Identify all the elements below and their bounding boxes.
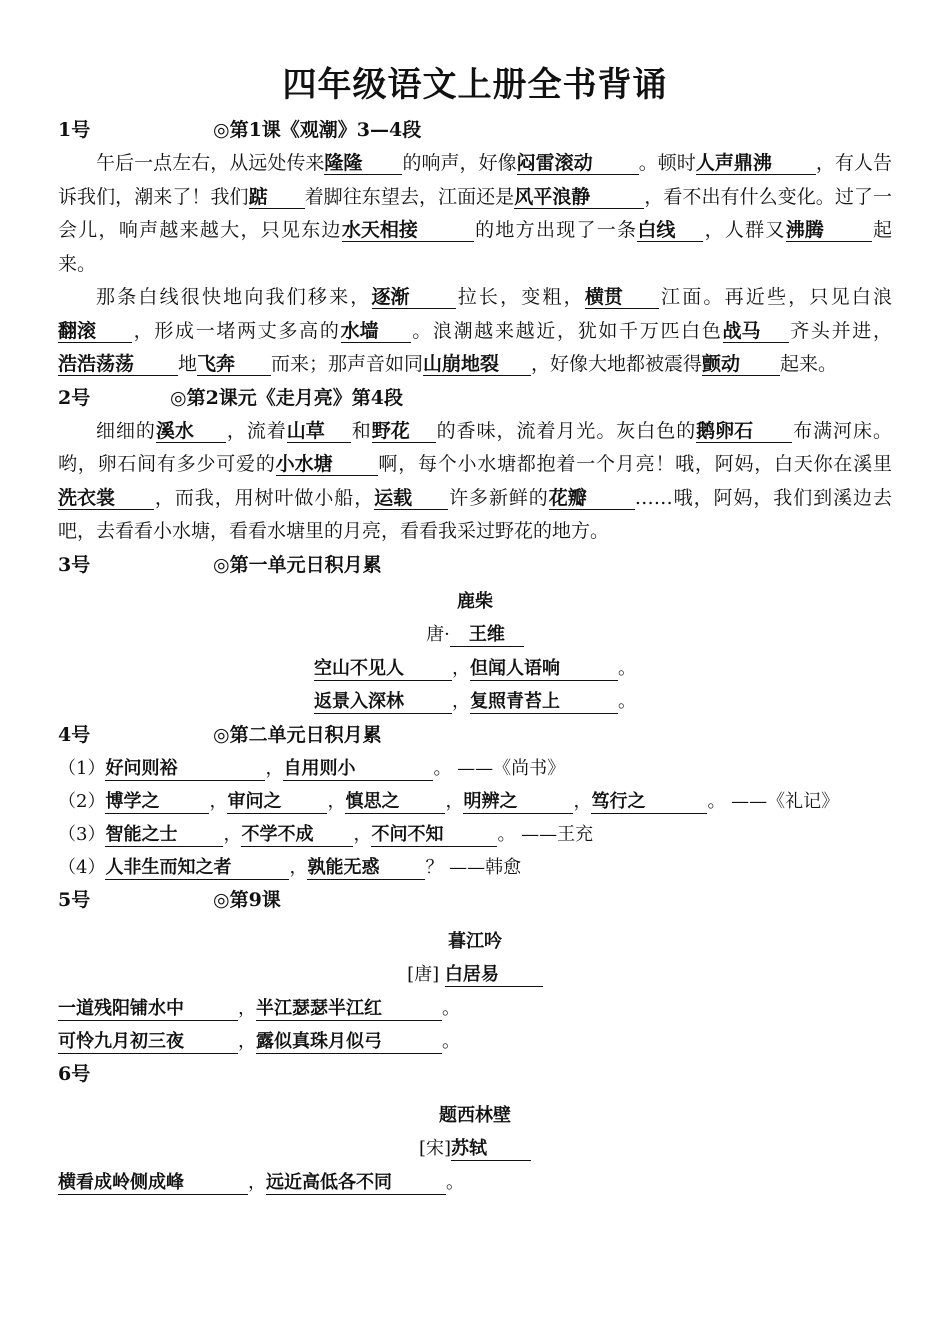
blank-answer: 水墙 [341,320,411,343]
section-2-paragraph: 细细的溪水 ，流着山草 和野花 的香味，流着月光。灰白色的鹅卵石 布满河床。哟，卵石间有多少可爱的小水塘 啊，每个小水塘都抱着一个月亮！哦，阿妈，白天你在溪里洗衣裳 ，而我，用树叶做小船，运载 许多新鲜的花瓣 ……哦，阿妈，我们到溪边去吧，去看看小水塘，看看水塘里的月亮，看看我采过野花的地方。 [58,419,892,542]
poem-line: 可怜九月初三夜 ，露似真珠月似弓 。 [58,1030,460,1052]
blank-answer: 飞奔 [197,353,271,376]
poem-author-line: [唐] 白居易 [58,958,892,992]
section-6-heading [58,1058,892,1091]
poem-title: 题西林壁 [439,1104,511,1126]
blank-answer: 水天相接 [342,219,474,242]
quote-item-1: （1）好问则裕 ，自用则小 。 ——《尚书》 [58,757,566,779]
poem-author-line: [宋]苏轼 [58,1132,892,1166]
blank-answer: 风平浪静 [514,186,644,209]
section-1-heading [58,114,892,147]
blank-answer: 山草 [287,420,351,443]
blank-answer: 战马 [723,320,789,343]
blank-answer: 横贯 [585,286,659,309]
quote-item-2: （2）博学之 ，审问之 ，慎思之 ，明辨之 ，笃行之 。 ——《礼记》 [58,790,840,812]
section-label: ◎第一单元日积月累 [213,553,382,576]
poem-title: 鹿柴 [457,590,493,612]
blank-answer: 洗衣裳 [58,487,154,510]
blank-answer: 逐渐 [372,286,456,309]
blank-answer: 野花 [372,420,436,443]
poem-author: 王维 [450,624,524,647]
blank-answer: 踮 [249,186,305,209]
section-number: 5号 [58,888,91,911]
section-label: ◎第2课元《走月亮》第4段 [170,386,404,409]
section-label: ◎第9课 [213,888,281,911]
blank-answer: 翻滚 [58,320,132,343]
poem-line: 空山不见人 ，但闻人语响 。 [314,657,636,679]
blank-answer: 鹅卵石 [696,420,792,443]
blank-answer: 隆隆 [324,152,402,175]
section-number: 4号 [58,723,91,746]
page-title: 四年级语文上册全书背诵 [282,65,668,105]
blank-answer: 小水塘 [276,453,378,476]
blank-answer: 浩浩荡荡 [58,353,178,376]
section-number: 1号 [58,119,91,141]
poem-title: 暮江吟 [448,930,502,952]
poem-author: 白居易 [445,964,543,987]
section-number: 6号 [58,1062,91,1085]
blank-answer: 白线 [637,219,703,242]
worksheet-page [58,62,892,1199]
blank-answer: 溪水 [156,420,226,443]
blank-answer: 人声鼎沸 [696,152,816,175]
blank-answer: 花瓣 [549,487,635,510]
poem-author-line: 唐· 王维 [58,618,892,652]
section-4-heading [58,719,892,752]
section-number: 3号 [58,553,91,576]
poem-author: 苏轼 [451,1138,531,1161]
poem-line: 返景入深林 ，复照青苔上 。 [314,691,636,712]
blank-answer: 闷雷滚动 [517,152,639,175]
section-1-paragraph-2: 那条白线很快地向我们移来，逐渐 拉长，变粗，横贯 江面。再近些，只见白浪翻滚 ，形成一堵两丈多高的水墙 。浪潮越来越近，犹如千万匹白色战马 齐头并进，浩浩荡荡 地飞奔 而来；那声音如同山崩地裂 ，好像大地都被震得颤动 起来。 [58,286,892,375]
section-5-heading [58,884,892,917]
quote-item-4: （4）人非生而知之者 ，孰能无惑 ？ ——韩愈 [58,856,522,878]
blank-answer: 山崩地裂 [423,353,531,376]
section-label: ◎第1课《观潮》3—4段 [213,119,422,141]
section-2-heading [58,382,892,415]
blank-answer: 运载 [374,487,448,510]
blank-answer: 沸腾 [786,219,872,242]
blank-answer: 颤动 [702,353,780,376]
poem-line: 一道残阳铺水中 ，半江瑟瑟半江红 。 [58,997,460,1019]
quote-item-3: （3）智能之士 ，不学不成 ，不问不知 。 ——王充 [58,823,594,845]
section-1-paragraph-1: 午后一点左右，从远处传来隆隆 的响声，好像闷雷滚动 。顿时人声鼎沸 ，有人告诉我们，潮来了！我们踮 着脚往东望去，江面还是风平浪静 ，看不出有什么变化。过了一会儿，响声越来越大，只见东边水天相接 的地方出现了一条白线 ，人群又沸腾 起来。 [58,152,892,275]
section-3-heading [58,549,892,582]
poem-line: 横看成岭侧成峰 ，远近高低各不同 。 [58,1171,464,1193]
section-number: 2号 [58,386,91,409]
section-label: ◎第二单元日积月累 [213,723,382,746]
